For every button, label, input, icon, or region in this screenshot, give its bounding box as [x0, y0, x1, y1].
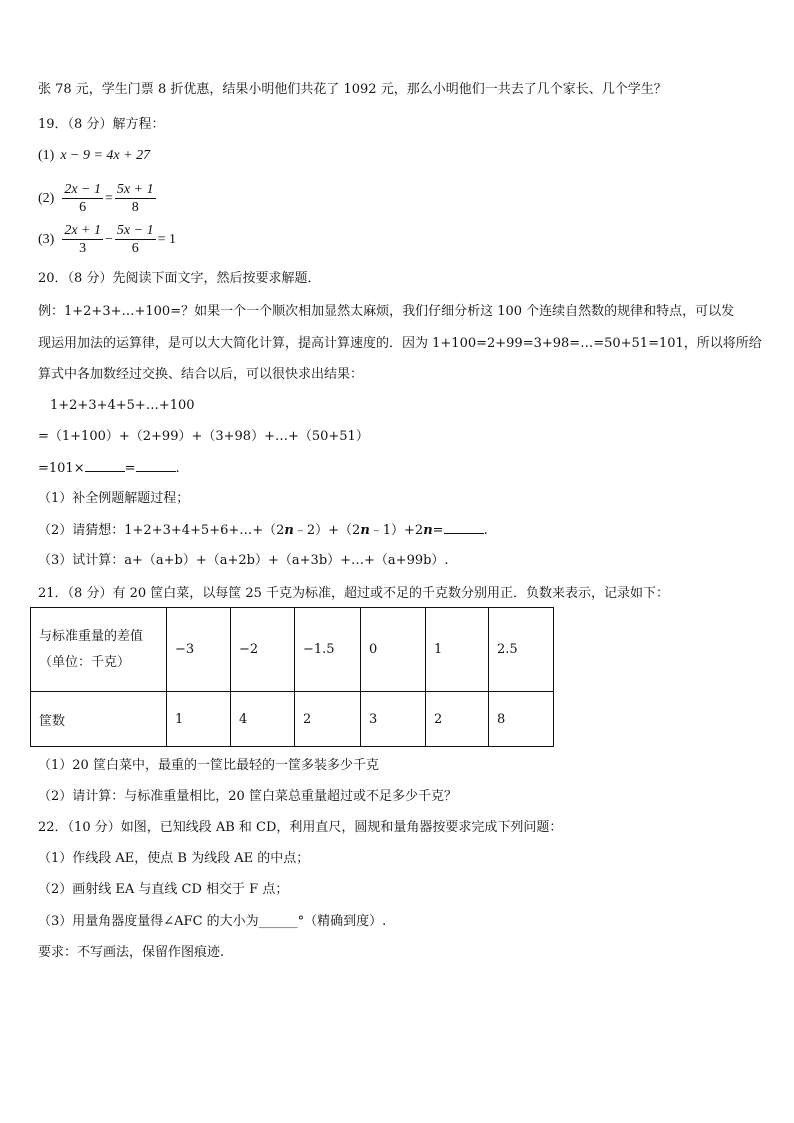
sub-question: （1）作线段 AE，使点 B 为线段 AE 的中点； [38, 851, 310, 866]
question-21-title: 21．（8 分）有 20 筐白菜，以每筐 25 千克为标准，超过或不足的千克数分别用正．负数来表示，记录如下： [38, 586, 670, 601]
table-cell: 3 [361, 692, 426, 747]
table-cell: 1 [426, 608, 489, 692]
table-cell: −3 [167, 608, 231, 692]
table-cell: 4 [231, 692, 295, 747]
variable: n [360, 523, 370, 538]
sub-question: （1）20 筐白菜中，最重的一筐比最轻的一筐多装多少千克 [38, 758, 379, 773]
fraction [62, 222, 103, 257]
table-cell: 0 [361, 608, 426, 692]
answer-blank: ______ [258, 914, 298, 929]
equation-rhs: = 1 [157, 231, 176, 247]
fraction [115, 222, 156, 257]
variable: n [423, 523, 433, 538]
equation-operator: − [105, 231, 113, 247]
table-cell: 2 [295, 692, 361, 747]
weight-table [30, 607, 554, 747]
fraction [115, 181, 156, 216]
denominator: 3 [79, 241, 87, 256]
equation-1 [38, 148, 150, 164]
sub-question [38, 913, 386, 931]
paragraph-line: 现运用加法的运算律，是可以大大简化计算，提高计算速度的．因为 1+100=2+99=3+98=…=50+51=101，所以将所给 [38, 336, 762, 351]
header-unit: （单位：千克） [39, 654, 131, 670]
numerator: 2x + 1 [64, 223, 101, 238]
equation-label: (1) [38, 148, 55, 163]
table-cell: −2 [231, 608, 295, 692]
answer-blank [85, 459, 125, 472]
text: ﹣2）+（2 [293, 523, 361, 538]
question-20-title: 20．（8 分）先阅读下面文字，然后按要求解题． [38, 271, 321, 286]
table-cell: 2 [426, 692, 489, 747]
text: ﹣1）+2 [369, 523, 424, 538]
table-header-cell [31, 608, 167, 692]
result-text: = [124, 461, 136, 476]
sum-line: 1+2+3+4+5+…+100 [50, 398, 195, 413]
question-22-title: 22．（10 分）如图，已知线段 AB 和 CD，利用直尺，圆规和量角器按要求完成下列问题： [38, 820, 563, 835]
sub-question: （3）试计算：a+（a+b）+（a+2b）+（a+3b）+…+（a+99b）. [38, 553, 449, 568]
paragraph-line: 算式中各加数经过交换、结合以后，可以很快求出结果： [38, 367, 364, 382]
table-cell: 1 [167, 692, 231, 747]
result-text: =101× [38, 461, 85, 476]
result-text: . [175, 461, 180, 476]
answer-blank [444, 521, 484, 534]
text: °（精确到度）. [297, 914, 387, 929]
text: （2）请猜想：1+2+3+4+5+6+…+（2 [38, 523, 285, 538]
denominator: 6 [131, 241, 139, 256]
sub-question [38, 521, 488, 540]
answer-blank [136, 459, 176, 472]
table-cell: 8 [489, 692, 554, 747]
equation-2 [38, 181, 158, 216]
fraction [62, 181, 103, 216]
variable: n [284, 523, 294, 538]
sum-line: =（1+100）+（2+99）+（3+98）+…+（50+51） [38, 429, 369, 444]
numerator: 5x + 1 [116, 182, 154, 197]
sub-question: （2）画射线 EA 与直线 CD 相交于 F 点； [38, 882, 289, 897]
table-cell: −1.5 [295, 608, 361, 692]
table-header-cell: 筐数 [31, 692, 167, 747]
equation-label: (2) [38, 190, 55, 206]
text: = [432, 523, 444, 538]
question-19-title: 19．（8 分）解方程： [38, 117, 165, 132]
sub-question: （1）补全例题解题过程； [38, 491, 190, 506]
numerator: 5x − 1 [116, 223, 154, 238]
denominator: 8 [131, 200, 139, 215]
table-cell: 2.5 [489, 608, 554, 692]
requirement-note: 要求：不写画法，保留作图痕迹. [38, 945, 225, 960]
paragraph-line: 例：1+2+3+…+100=？如果一个一个顺次相加显然太麻烦，我们仔细分析这 100 个连续自然数的规律和特点，可以发 [38, 304, 735, 319]
text: （3）用量角器度量得∠AFC 的大小为 [38, 914, 259, 929]
equation-label: (3) [38, 231, 55, 247]
equation-3 [38, 222, 176, 257]
sum-result-line [38, 459, 180, 478]
denominator: 6 [79, 200, 87, 215]
numerator: 2x − 1 [64, 182, 101, 197]
sub-question: （2）请计算：与标准重量相比，20 筐白菜总重量超过或不足多少千克？ [38, 789, 457, 804]
equation-operator: = [105, 190, 113, 206]
table-row [31, 608, 554, 692]
header-label: 与标准重量的差值 [39, 628, 144, 644]
equation-expression: x − 9 = 4x + 27 [60, 148, 151, 163]
text: . [483, 523, 488, 538]
text-line: 张 78 元，学生门票 8 折优惠，结果小明他们共花了 1092 元，那么小明他们一共去了几个家长、几个学生？ [38, 82, 667, 97]
table-row [31, 692, 554, 747]
